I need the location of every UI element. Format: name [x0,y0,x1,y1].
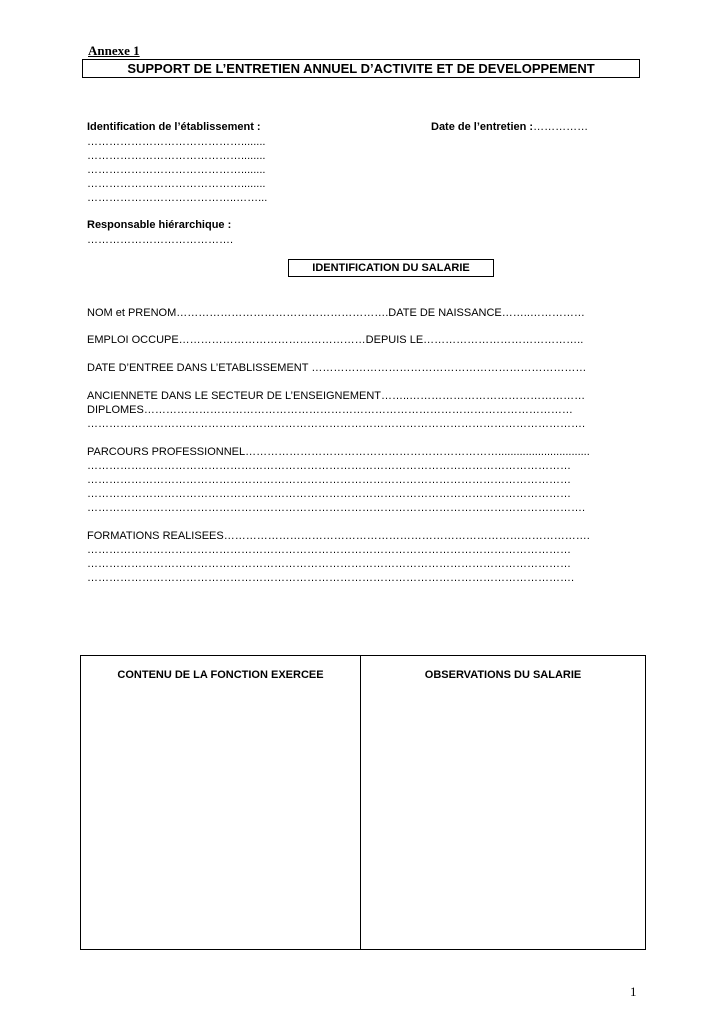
field-career-line: …………………………………………………………………………………………………………………… [87,460,571,472]
document-title: SUPPORT DE L’ENTRETIEN ANNUEL D’ACTIVITE ET DE DEVELOPPEMENT [82,59,640,78]
field-trainings-line: …………………………………………………………………………………………………………………… [87,558,571,570]
manager-label: Responsable hiérarchique : [87,219,232,231]
field-entry-date: DATE D’ENTREE DANS L’ETABLISSEMENT ………………………………………………………………… [87,362,587,374]
table-header-function: CONTENU DE LA FONCTION EXERCEE [117,669,324,681]
page-number: 1 [630,984,637,999]
table-header-observations: OBSERVATIONS DU SALARIE [424,669,582,681]
annexe-label: Annexe 1 [88,43,140,58]
field-career-line: …………………………………………………………………………………………………………………… [87,488,571,500]
employee-section-title: IDENTIFICATION DU SALARIE [288,259,494,277]
interview-date-row [431,121,588,134]
field-job-since: EMPLOI OCCUPE……………………………………………DEPUIS LE…………………………………….. [87,334,584,346]
table-column-divider [360,656,361,949]
field-trainings-line: ……………………………………………………………………………………………………………………. [87,572,575,584]
field-trainings: FORMATIONS REALISEES………………………………………………………………………………………. [87,530,590,542]
interview-date-label: Date de l’entretien : [431,121,534,133]
field-career-line: ………………………………………………………………………………………………………………………. [87,502,586,514]
manager-value: …………………………………. [87,234,234,246]
establishment-line: ……………………………………........ [87,178,266,190]
establishment-line: ……………………………………........ [87,164,266,176]
establishment-line: ……………………………………........ [87,136,266,148]
interview-date-value: …………… [533,121,589,133]
function-observations-table [80,655,646,950]
field-diplomas-line: ………………………………………………………………………………………………………………………. [87,418,586,430]
field-career: PARCOURS PROFESSIONNEL…………………………………………………………….............................. [87,446,590,458]
establishment-label: Identification de l’établissement : [87,121,261,133]
field-career-line: …………………………………………………………………………………………………………………… [87,474,571,486]
field-seniority: ANCIENNETE DANS LE SECTEUR DE L’ENSEIGNEMENT……..………………………………………… [87,390,586,402]
establishment-line: …………………………………..……... [87,192,268,204]
field-trainings-line: …………………………………………………………………………………………………………………… [87,544,571,556]
field-diplomas: DIPLOMES……………………………………………………………………………………………………… [87,404,573,416]
establishment-line: ……………………………………........ [87,150,266,162]
field-name-birthdate: NOM et PRENOM………………………………………………….DATE DE NAISSANCE……..…………… [87,307,585,319]
